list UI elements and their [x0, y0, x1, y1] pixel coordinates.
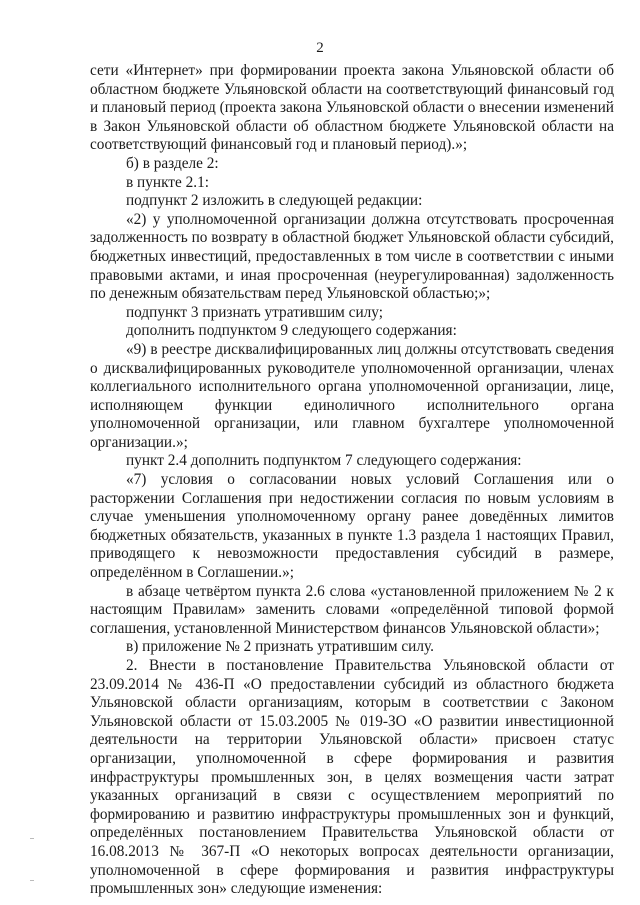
page-number: 2 [316, 40, 324, 56]
paragraph: б) в разделе 2: [126, 154, 219, 172]
paragraph: в пункте 2.1: [126, 173, 209, 191]
paragraph: пункт 2.4 дополнить подпунктом 7 следующего содержания: [126, 452, 522, 470]
paragraph: «7) условия о согласовании новых условий Соглашения или о расторжении Соглашения при недостижении согласия по новым условиям в случае уменьшения уполномоченному органу ранее доведённых лимитов бюджетных обязательств, указанных в пункте 1.3 раздела 1 настоящих Правил, приводящего к невозможности предоставления субсидий в размере, определённом в Соглашении.»; [90, 471, 614, 582]
paragraph: в абзаце четвёртом пункта 2.6 слова «установленной приложением № 2 к настоящим Правилам» заменить словами «определённой типовой формой соглашения, установленной Министерством финансов Ульяновской области»; [90, 582, 614, 637]
scan-mark [30, 838, 34, 839]
document-body [90, 62, 614, 899]
paragraph: подпункт 2 изложить в следующей редакции: [126, 192, 423, 210]
paragraph: «2) у уполномоченной организации должна отсутствовать просроченная задолженность по возврату в областной бюджет Ульяновской области субсидий, бюджетных инвестиций, предоставленных в том числе в соответствии с иными правовыми актами, и иная просроченная (неурегулированная) задолженность по денежным обязательствам перед Ульяновской областью;»; [90, 210, 614, 303]
paragraph: 2. Внести в постановление Правительства Ульяновской области от 23.09.2014 № 436-П «О предоставлении субсидий из областного бюджета Ульяновской области организациям, которым в соответствии с Законом Ульяновской области от 15.03.2005 № 019-ЗО «О развитии инвестиционной деятельности на территории Ульяновской области» присвоен статус организации, уполномоченной в сфере формирования и развития инфраструктуры промышленных зон, в целях возмещения части затрат указанных организаций в связи с осуществлением мероприятий по формированию и развитию инфраструктуры промышленных зон и функций, определённых постановлением Правительства Ульяновской области от 16.08.2013 № 367-П «О некоторых вопросах деятельности организации, уполномоченной в сфере формирования и развития инфраструктуры промышленных зон» следующие изменения: [90, 657, 614, 898]
scan-mark [30, 880, 34, 881]
paragraph: подпункт 3 признать утратившим силу; [126, 303, 383, 321]
paragraph: в) приложение № 2 признать утратившим силу. [126, 638, 434, 656]
paragraph: дополнить подпунктом 9 следующего содержания: [126, 322, 457, 340]
paragraph: сети «Интернет» при формировании проекта закона Ульяновской области об областном бюджете Ульяновской области на соответствующий финансовый год и плановый период (проекта закона Ульяновской области о внесении изменений в Закон Ульяновской области об областном бюджете Ульяновской области на соответствующий финансовый год и плановый период).»; [90, 62, 614, 154]
paragraph: «9) в реестре дисквалифицированных лиц должны отсутствовать сведения о дисквалифицированных руководителе уполномоченной организации, членах коллегиального исполнительного органа уполномоченной организации, лице, исполняющем функции единоличного исполнительного органа уполномоченной организации, или главном бухгалтере уполномоченной организации.»; [90, 340, 614, 451]
